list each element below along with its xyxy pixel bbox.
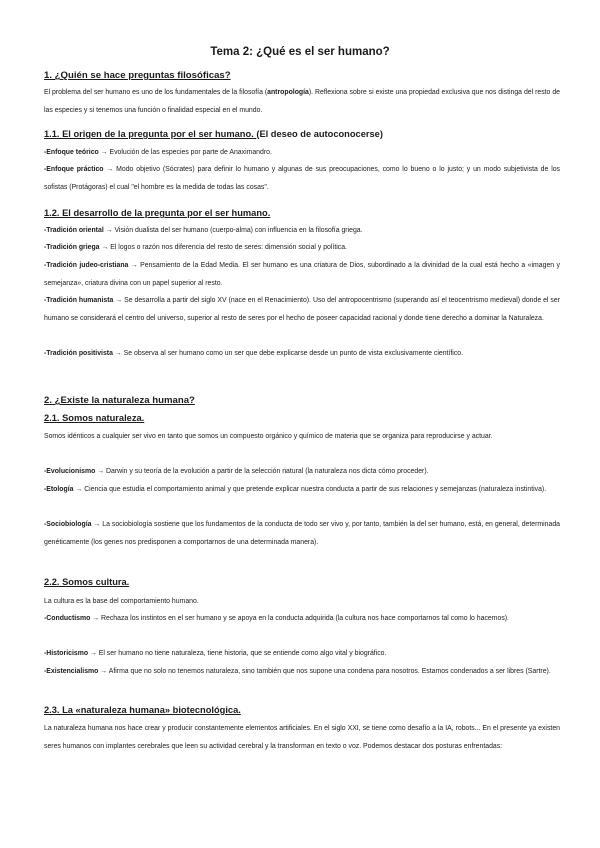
list-item — [44, 345, 560, 363]
list-term: -Tradición positivista — [44, 350, 113, 357]
section-2-3-heading: 2.3. La «naturaleza humana» biotecnológica. — [44, 705, 241, 715]
section-2-heading: 2. ¿Existe la naturaleza humana? — [44, 395, 195, 406]
list-item — [44, 292, 560, 327]
list-item — [44, 463, 560, 481]
intro-text-end: ). Reflexiona sobre si existe una propiedad exclusiva que nos distinga del resto de las especies y si tenemos una función o finalidad especial en el mundo. — [44, 89, 560, 114]
list-term: -Etología — [44, 486, 74, 493]
list-item — [44, 645, 560, 663]
list-term: -Sociobiología — [44, 521, 92, 528]
list-term: -Conductismo — [44, 615, 91, 622]
section-1-1-heading — [44, 129, 383, 139]
section-1-1-title: 1.1. El origen de la pregunta por el ser humano. — [44, 129, 254, 139]
section-2-2-heading: 2.2. Somos cultura. — [44, 577, 130, 587]
list-item — [44, 144, 560, 162]
list-term: -Historicismo — [44, 650, 89, 657]
section-2-3-intro: La naturaleza humana nos hace crear y producir constantemente elementos artificiales. En el siglo XXI, se tiene como desafío a la IA, robots... En el presente ya existen seres humanos con implantes cerebrales que leen su actividad cerebral y la transforman en texto o voz. Podemos destacar dos posturas enfrentadas: — [44, 725, 560, 750]
section-2-1-intro: Somos idénticos a cualquier ser vivo en tanto que somos un compuesto orgánico y químico de materia que se organiza para reproducirse y actuar. — [44, 433, 493, 440]
list-text: → La sociobiología sostiene que los fundamentos de la conducta de todo ser vivo y, por tanto, también la del ser humano, está, en general, determinada genéticamente (los genes nos predisponen a comportarnos de una determinada manera). — [44, 521, 560, 546]
list-term: -Tradición oriental — [44, 227, 104, 234]
list-text: → El ser humano no tiene naturaleza, tiene historia, que se entiende como algo vital y biográfico. — [88, 650, 387, 657]
list-item — [44, 161, 560, 196]
list-text: → Afirma que no solo no tenemos naturaleza, sino también que nos supone una condena para nosotros. Estamos condenados a ser libres (Sartre). — [98, 668, 551, 675]
section-1-intro — [44, 84, 560, 119]
list-text: → Se desarrolla a partir del siglo XV (nace en el Renacimiento). Uso del antropocentrismo (superando así el teocentrismo medieval) donde el ser humano se considerará el centro del universo, superior al resto de seres por el hecho de poseer capacidad racional y donde tiene derecho a dominar la Naturaleza. — [44, 297, 560, 322]
list-text: → Visión dualista del ser humano (cuerpo-alma) con influencia en la filosofía griega. — [103, 227, 363, 234]
list-item — [44, 481, 560, 499]
list-text: → Se observa al ser humano como un ser que debe explicarse desde un punto de vista exclusivamente científico. — [112, 350, 464, 357]
page-title: Tema 2: ¿Qué es el ser humano? — [210, 46, 390, 58]
list-text: → El logos o razón nos diferencia del resto de seres: dimensión social y política. — [99, 244, 347, 251]
list-term: -Tradición griega — [44, 244, 100, 251]
list-term: -Enfoque práctico — [44, 166, 104, 173]
section-2-1-heading: 2.1. Somos naturaleza. — [44, 413, 145, 423]
list-text: → Evolución de las especies por parte de Anaximandro. — [98, 149, 272, 156]
section-1-1-note: (El deseo de autoconocerse) — [256, 129, 383, 139]
intro-text-start: El problema del ser humano es uno de los fundamentales de la filosofía ( — [44, 89, 268, 96]
list-item — [44, 610, 560, 628]
list-text: → Darwin y su teoría de la evolución a partir de la selección natural (la naturaleza nos dicta cómo proceder). — [95, 468, 429, 475]
list-item — [44, 516, 560, 551]
section-1-2-heading: 1.2. El desarrollo de la pregunta por el ser humano. — [44, 208, 271, 218]
list-text: → Pensamiento de la Edad Media. El ser humano es una criatura de Dios, subordinado a la divinidad de la cual está hecho a «imagen y semejanza», criatura divina con un papel superior al resto. — [44, 262, 561, 287]
list-item — [44, 239, 560, 257]
list-term: -Existencialismo — [44, 668, 99, 675]
list-term: -Enfoque teórico — [44, 149, 99, 156]
list-item — [44, 222, 560, 240]
list-item — [44, 663, 560, 681]
list-text: → Ciencia que estudia el comportamiento animal y que pretende explicar nuestra conducta a partir de sus relaciones y semejanzas (naturaleza instintiva). — [73, 486, 547, 493]
list-term: -Evolucionismo — [44, 468, 96, 475]
intro-bold-term: antropología — [267, 89, 309, 96]
list-term: -Tradición judeo-cristiana — [44, 262, 129, 269]
list-text: → Rechaza los instintos en el ser humano y se apoya en la conducta adquirida (la cultura nos hace comportarnos tal como lo hacemos). — [90, 615, 509, 622]
list-item — [44, 257, 560, 292]
list-text: → Modo objetivo (Sócrates) para definir lo humano y algunas de sus preocupaciones, como lo bueno o lo justo; y un modo subjetivista de los sofistas (Protágoras) el cual "el hombre es la medida de todas las cosas". — [44, 166, 561, 191]
section-2-2-intro: La cultura es la base del comportamiento humano. — [44, 598, 199, 605]
list-term: -Tradición humanista — [44, 297, 114, 304]
section-1-heading: 1. ¿Quién se hace preguntas filosóficas? — [44, 70, 231, 81]
